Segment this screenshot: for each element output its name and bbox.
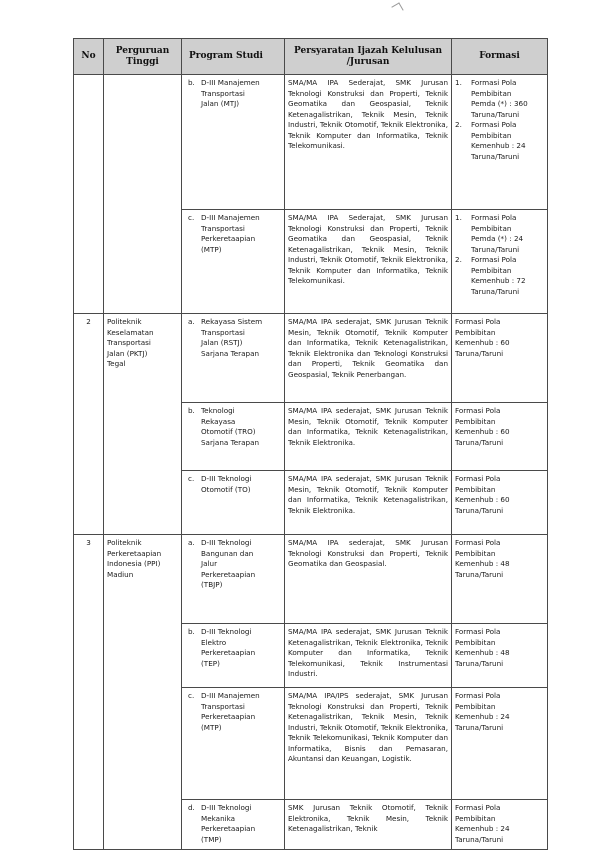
table-row: [74, 210, 548, 314]
institution-line: Keselamatan: [107, 327, 154, 337]
row-program: [182, 471, 285, 535]
formasi-line: Formasi Pola: [455, 317, 501, 326]
row-requirements: SMA/MA IPA sederajat, SMK Jurusan Teknologi Konstruksi dan Properti, Teknik Geomatika dan Geospasial.: [285, 535, 452, 624]
formasi-line: Taruna/Taruni: [455, 722, 504, 732]
program-name: [201, 538, 281, 591]
program-line: Perkeretaapian: [201, 234, 256, 243]
program-line: Perkeretaapian: [201, 712, 256, 721]
formasi-line: Taruna/Taruni: [455, 834, 504, 844]
formasi-line: Pemda (*) : 360: [471, 99, 528, 108]
row-no: [74, 800, 104, 850]
row-requirements: SMA/MA IPA sederajat, SMK Jurusan Teknik Mesin, Teknik Otomotif, Teknik Komputer dan Informatika, Teknik Ketenagalistrikan, Teknik Elektronika dan Teknologi Konstruksi dan Properti, Teknik Geomatika dan Geospasial, Teknik Penerbangan.: [285, 314, 452, 403]
formasi-line: Pembibitan: [471, 130, 512, 140]
row-formasi: [452, 314, 548, 403]
table-header: [74, 39, 548, 75]
row-program: [182, 314, 285, 403]
formasi-text: [471, 255, 544, 297]
formasi-line: Taruna/Taruni: [471, 151, 520, 161]
row-requirements: SMK Jurusan Teknik Otomotif, Teknik Elektronika, Teknik Mesin, Teknik Ketenagalistrikan, Teknik: [285, 800, 452, 850]
program-line: Mekanika: [201, 813, 236, 823]
table-row: [74, 624, 548, 688]
table-row: [74, 535, 548, 624]
row-no: 2: [74, 314, 104, 403]
row-program: [182, 800, 285, 850]
institution-line: Indonesia (PPI): [107, 559, 161, 568]
program-line: (TBJP): [201, 580, 223, 589]
formasi-line: Pemda (*) : 24: [471, 234, 524, 243]
row-institution: [104, 688, 182, 800]
program-line: Otomotif (TRO): [201, 427, 256, 436]
formasi-line: Kemenhub : 24: [455, 824, 510, 833]
program-line: D-III Teknologi: [201, 627, 252, 636]
formasi-line: Formasi Pola: [455, 474, 501, 483]
program-line: Teknologi: [201, 406, 235, 415]
formasi-line: Kemenhub : 48: [455, 648, 510, 657]
program-name: [201, 691, 281, 733]
formasi-line: Pembibitan: [471, 223, 512, 233]
header-req-line1: Persyaratan Ijazah Kelulusan: [294, 46, 442, 56]
program-line: Jalan (MTJ): [201, 99, 240, 108]
formasi-line: Pembibitan: [455, 701, 496, 711]
formasi-line: Formasi Pola: [455, 627, 501, 636]
row-program: [182, 688, 285, 800]
table-row: [74, 403, 548, 471]
program-line: Jalur: [201, 559, 218, 568]
formasi-line: Pembibitan: [455, 548, 496, 558]
row-program: [182, 403, 285, 471]
row-formasi: [452, 471, 548, 535]
row-no: [74, 403, 104, 471]
program-line: D-III Manajemen: [201, 213, 260, 222]
formasi-line: Taruna/Taruni: [455, 348, 504, 358]
formasi-line: Pembibitan: [455, 416, 496, 426]
row-program: [182, 624, 285, 688]
formasi-line: Taruna/Taruni: [455, 569, 504, 579]
header-program-studi: Program Studi: [182, 39, 285, 75]
formasi-number: 2.: [455, 255, 462, 264]
row-program: [182, 210, 285, 314]
formasi-number: 1.: [455, 78, 462, 87]
program-line: D-III Teknologi: [201, 803, 252, 812]
formasi-line: Taruna/Taruni: [455, 658, 504, 668]
row-requirements: SMA/MA IPA/IPS sederajat, SMK Jurusan Teknologi Konstruksi dan Properti, Teknik Ketenagalistrikan, Teknik Mesin, Teknik Industri, Teknik Otomotif, Teknik Elektronika, Teknik Telekomunikasi, Teknik Komputer dan Informatika, Bisnis dan Pemasaran, Akuntansi dan Keuangan, Logistik.: [285, 688, 452, 800]
row-no: [74, 471, 104, 535]
table-row: [74, 688, 548, 800]
institution-line: Transportasi: [107, 338, 151, 347]
institution-line: Perkeretaapian: [107, 548, 162, 558]
formasi-text: [471, 213, 544, 255]
row-formasi: [452, 624, 548, 688]
formasi-line: Pembibitan: [455, 637, 496, 647]
formasi-line: Formasi Pola: [471, 213, 517, 222]
row-no: [74, 75, 104, 210]
row-requirements: SMA/MA IPA Sederajat, SMK Jurusan Teknologi Konstruksi dan Properti, Teknik Geomatika dan Geospasial, Teknik Ketenagalistrikan, Teknik Mesin, Teknik Industri, Teknik Otomotif, Teknik Elektronika, Teknik Komputer dan Informatika, Teknik Telekomunikasi.: [285, 75, 452, 210]
institution-line: Madiun: [107, 569, 134, 579]
program-line: D-III Manajemen: [201, 691, 260, 700]
formasi-text: [471, 78, 544, 120]
program-line: Transportasi: [201, 88, 245, 98]
row-institution: [104, 624, 182, 688]
program-line: D-III Teknologi: [201, 474, 252, 483]
table-row: [74, 75, 548, 210]
program-line: Bangunan dan: [201, 548, 254, 558]
program-line: Transportasi: [201, 701, 245, 711]
program-letter: b.: [188, 406, 195, 415]
institution-line: Tegal: [107, 359, 126, 368]
header-pt-line2: Tinggi: [126, 56, 159, 67]
row-formasi: [452, 210, 548, 314]
formasi-line: Formasi Pola: [455, 803, 501, 812]
program-name: [201, 213, 281, 255]
row-program: [182, 535, 285, 624]
program-name: [201, 474, 281, 495]
formasi-line: Kemenhub : 72: [471, 276, 526, 285]
program-name: [201, 78, 281, 110]
formasi-line: Kemenhub : 60: [455, 495, 510, 504]
program-letter: d.: [188, 803, 195, 812]
row-institution: [104, 210, 182, 314]
formasi-line: Kemenhub : 24: [455, 712, 510, 721]
formasi-line: Formasi Pola: [471, 120, 517, 129]
formasi-line: Kemenhub : 60: [455, 338, 510, 347]
formasi-line: Pembibitan: [455, 484, 496, 494]
program-line: Perkeretaapian: [201, 648, 256, 657]
row-formasi: [452, 75, 548, 210]
program-line: (MTP): [201, 722, 222, 732]
program-letter: a.: [188, 317, 195, 326]
formasi-line: Pembibitan: [455, 813, 496, 823]
program-line: Jalan (RSTJ): [201, 338, 243, 347]
row-formasi: [452, 535, 548, 624]
formasi-line: Formasi Pola: [471, 255, 517, 264]
header-no: No: [74, 39, 104, 75]
row-no: 3: [74, 535, 104, 624]
program-line: Perkeretaapian: [201, 824, 256, 833]
program-name: [201, 627, 281, 669]
institution-line: Politeknik: [107, 538, 142, 547]
program-line: Rekayasa: [201, 416, 236, 426]
row-no: [74, 210, 104, 314]
formasi-line: Formasi Pola: [455, 538, 501, 547]
row-requirements: SMA/MA IPA sederajat, SMK Jurusan Teknik Ketenagalistrikan, Teknik Elektronika, Teknik Komputer dan Informatika, Teknik Telekomunikasi, Teknik Instrumentasi Industri.: [285, 624, 452, 688]
formasi-line: Taruna/Taruni: [471, 109, 520, 119]
table-row: [74, 800, 548, 850]
program-line: Perkeretaapian: [201, 569, 256, 579]
header-req-line2: /Jurusan: [346, 56, 390, 67]
program-line: (TMP): [201, 834, 222, 844]
program-line: Sarjana Terapan: [201, 348, 260, 358]
formasi-line: Formasi Pola: [455, 691, 501, 700]
formasi-line: Kemenhub : 24: [471, 141, 526, 150]
institution-line: Politeknik: [107, 317, 142, 326]
program-name: [201, 803, 281, 845]
formasi-line: Kemenhub : 60: [455, 427, 510, 436]
formasi-line: Taruna/Taruni: [455, 505, 504, 515]
formasi-line: Pembibitan: [471, 88, 512, 98]
program-line: Elektro: [201, 637, 227, 647]
program-line: D-III Manajemen: [201, 78, 260, 87]
formasi-line: Formasi Pola: [455, 406, 501, 415]
formasi-line: Taruna/Taruni: [455, 437, 504, 447]
header-pt-line1: Perguruan: [115, 46, 170, 56]
program-letter: c.: [188, 213, 195, 222]
row-requirements: SMA/MA IPA Sederajat, SMK Jurusan Teknologi Konstruksi dan Properti, Teknik Geomatika dan Geospasial, Teknik Ketenagalistrikan, Teknik Mesin, Teknik Industri, Teknik Otomotif, Teknik Elektronika, Teknik Komputer dan Informatika, Teknik Telekomunikasi.: [285, 210, 452, 314]
row-no: [74, 688, 104, 800]
row-formasi: [452, 800, 548, 850]
program-letter: b.: [188, 78, 195, 87]
row-no: [74, 624, 104, 688]
program-line: Sarjana Terapan: [201, 437, 260, 447]
row-formasi: [452, 403, 548, 471]
institution-line: Jalan (PKTJ): [107, 348, 148, 358]
row-institution: [104, 403, 182, 471]
row-institution: [104, 471, 182, 535]
formasi-line: Pembibitan: [471, 265, 512, 275]
scan-mark: [391, 2, 403, 14]
formasi-text: [471, 120, 544, 162]
formasi-line: Pembibitan: [455, 327, 496, 337]
row-requirements: SMA/MA IPA sederajat, SMK Jurusan Teknik Mesin, Teknik Otomotif, Teknik Komputer dan Informatika, Teknik Ketenagalistrikan, Teknik Elektronika.: [285, 471, 452, 535]
row-formasi: [452, 688, 548, 800]
program-line: Transportasi: [201, 327, 245, 337]
formasi-number: 2.: [455, 120, 462, 129]
table-row: [74, 314, 548, 403]
header-formasi: Formasi: [452, 39, 548, 75]
program-letter: a.: [188, 538, 195, 547]
formasi-line: Formasi Pola: [471, 78, 517, 87]
program-line: Transportasi: [201, 223, 245, 233]
table-row: [74, 471, 548, 535]
program-letter: c.: [188, 691, 195, 700]
row-requirements: SMA/MA IPA sederajat, SMK Jurusan Teknik Mesin, Teknik Otomotif, Teknik Komputer dan Informatika, Teknik Ketenagalistrikan, Teknik Elektronika.: [285, 403, 452, 471]
row-program: [182, 75, 285, 210]
program-line: D-III Teknologi: [201, 538, 252, 547]
header-persyaratan: [285, 39, 452, 75]
program-line: Otomotif (TO): [201, 484, 251, 494]
program-name: [201, 317, 281, 359]
formasi-line: Taruna/Taruni: [471, 244, 520, 254]
program-letter: c.: [188, 474, 195, 483]
row-institution: [104, 314, 182, 403]
program-letter: b.: [188, 627, 195, 636]
row-institution: [104, 75, 182, 210]
formasi-line: Kemenhub : 48: [455, 559, 510, 568]
formasi-number: 1.: [455, 213, 462, 222]
program-line: (MTP): [201, 244, 222, 254]
program-name: [201, 406, 281, 448]
program-line: (TEP): [201, 658, 220, 668]
requirements-table: [73, 38, 548, 850]
header-perguruan-tinggi: [104, 39, 182, 75]
formasi-line: Taruna/Taruni: [471, 286, 520, 296]
row-institution: [104, 800, 182, 850]
program-line: Rekayasa Sistem: [201, 317, 263, 326]
row-institution: [104, 535, 182, 624]
